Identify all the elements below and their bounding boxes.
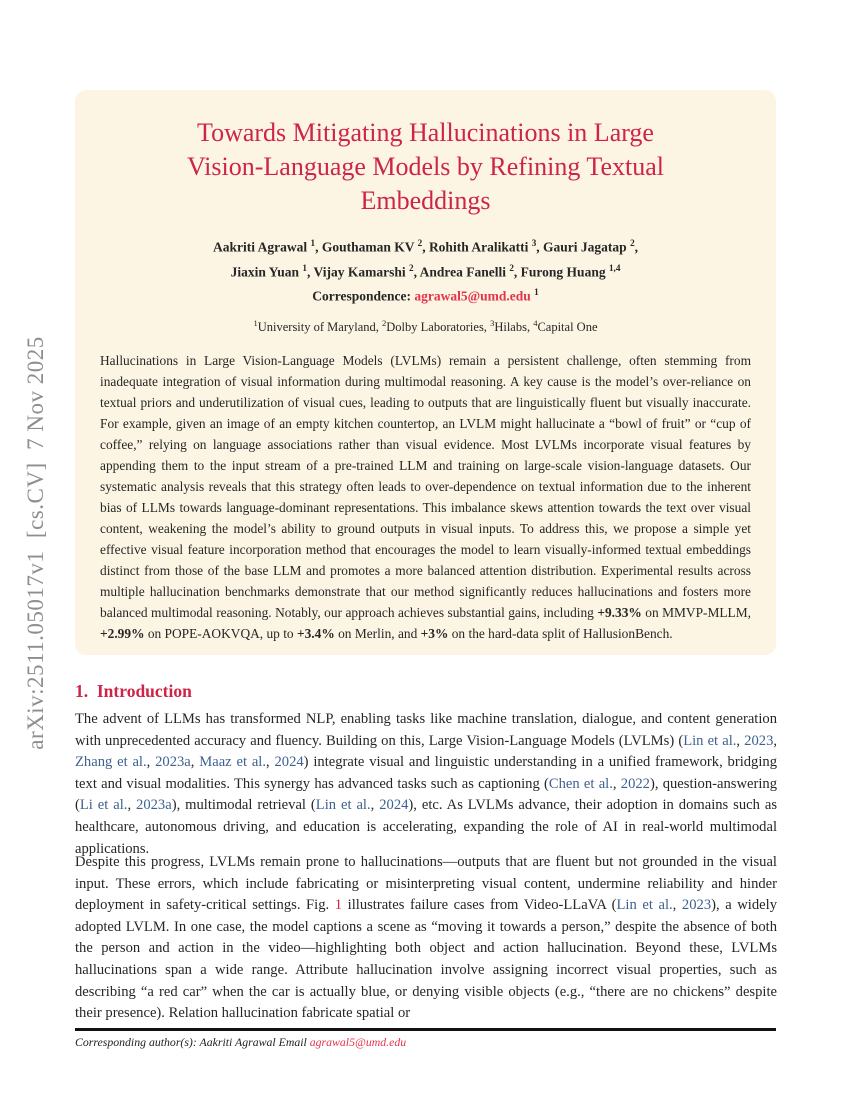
- text-segment: illustrates failure cases from Video-LLaVA (: [342, 897, 617, 914]
- text-segment: ,: [146, 754, 156, 771]
- figure-ref-link[interactable]: 1: [334, 897, 343, 914]
- text-segment: Jiaxin Yuan: [230, 264, 303, 279]
- abstract-text: [100, 350, 751, 644]
- text-segment: 4: [533, 317, 538, 328]
- text-segment: 2: [630, 238, 635, 248]
- paper-title: [100, 116, 751, 218]
- text-segment: , Rohith Aralikatti: [422, 239, 532, 255]
- text-segment: ,: [736, 732, 745, 749]
- text-segment: +2.99%: [100, 625, 145, 641]
- text-segment: +9.33%: [597, 604, 642, 620]
- text-segment: 2: [509, 262, 514, 273]
- text-segment: ), a widely adopted LVLM. In one case, the model captions a scene as “moving it towards a person,” despite the absence of both the person and action in the video—highlighting both object and action hallucination. Beyond these, LVLMs hallucinations span a wide range. Attribute hallucination involve assigning incorrect visual properties, such as describing “a red car” when the car is actually blue, or denying visible objects (e.g., “there are no chickens” despite their presence). Relation hallucination fabricate spatial or: [75, 897, 777, 1022]
- citation-link[interactable]: 2023a: [155, 754, 191, 771]
- text-segment: Hallucinations in Large Vision-Language Models (LVLMs) remain a persistent challenge, often stemming from inadequate integration of visual information during multimodal reasoning. A key cause is the model’s over-reliance on textual priors and underutilization of visual cues, leading to outputs that are linguistically fluent but visually inaccurate. For example, given an image of an empty kitchen countertop, an LVLM might hallucinate a “bowl of fruit” or “cup of coffee,” relying on language associations rather than visual evidence. Most LVLMs incorporate visual features by appending them to the input stream of a pre-trained LLM and training on large-scale vision-language datasets. Our systematic analysis reveals that this strategy often leads to over-dependence on textual information due to the inherent bias of LLMs towards language-dominant representations. This imbalance skews attention towards the text over visual content, weakening the model’s ability to ground outputs in visual inputs. To address this, we propose a simple yet effective visual feature incorporation method that encourages the model to learn visually-informed textual embeddings distinct from those of the base LLM and promotes a more balanced attention distribution. Experimental results across multiple hallucination benchmarks demonstrate that our method significantly reduces hallucinations and fosters more balanced multimodal reasoning. Notably, our approach achieves substantial gains, including: [100, 352, 751, 620]
- citation-link[interactable]: Lin et al.: [616, 897, 673, 914]
- text-segment: Dolby Laboratories,: [386, 319, 491, 334]
- text-segment: , Andrea Fanelli: [413, 264, 510, 279]
- text-segment: ,: [370, 797, 380, 814]
- text-segment: 1: [310, 238, 316, 248]
- text-segment: Despite this progress, LVLMs remain prone to hallucinations—outputs that are fluent but not grounded in the visual input. These errors, which include fabricating or misinterpreting visual content, undermine reliability and hinder deployment in safety-critical settings. Fig.: [75, 854, 777, 914]
- affiliations: [100, 318, 751, 335]
- citation-link[interactable]: Chen et al.: [548, 775, 613, 792]
- text-segment: 1: [253, 317, 258, 328]
- text-segment: Capital One: [537, 319, 598, 334]
- text-segment: 1: [302, 262, 307, 273]
- text-segment: on Merlin, and: [334, 625, 421, 641]
- text-segment: 1,4: [608, 262, 621, 273]
- text-segment: The advent of LLMs has transformed NLP, enabling tasks like machine translation, dialogue, and content generation with unprecedented accuracy and fluency. Building on this, Large Vision-Language Models (LVLMs) (: [75, 711, 777, 749]
- citation-link[interactable]: 2023: [744, 732, 774, 749]
- text-segment: , Vijay Kamarshi: [306, 264, 409, 279]
- text-segment: , Furong Huang: [513, 264, 609, 279]
- text-segment: , Gouthaman KV: [315, 239, 418, 255]
- citation-link[interactable]: 2023a: [136, 797, 172, 814]
- paper-title-line: Towards Mitigating Hallucinations in Large: [197, 118, 654, 147]
- text-segment: 2: [408, 262, 414, 273]
- text-segment: on POPE-AOKVQA, up to: [144, 625, 297, 641]
- text-segment: ), question-answering (: [75, 775, 777, 814]
- text-segment: ), etc. As LVLMs advance, their adoption in domains such as healthcare, autonomous driving, and education is accelerating, expanding the role of AI in real-world multimodal applications.: [75, 797, 778, 857]
- text-segment: Correspondence:: [312, 288, 415, 304]
- text-segment: University of Maryland,: [257, 319, 383, 334]
- citation-link[interactable]: Li et al.: [79, 797, 128, 814]
- text-segment: 2: [417, 238, 423, 248]
- text-segment: ,: [612, 775, 621, 792]
- text-segment: on the hard-data split of HallusionBench.: [448, 625, 673, 641]
- citation-link[interactable]: Zhang et al.: [75, 754, 147, 771]
- citation-link[interactable]: Lin et al.: [683, 732, 737, 749]
- text-segment: ) integrate visual and linguistic understanding in a unified framework, bridging text and visual modalities. This synergy has advanced tasks such as captioning (: [75, 754, 777, 792]
- citation-link[interactable]: 2023: [681, 897, 712, 914]
- intro-paragraph-2: [75, 852, 777, 1025]
- paper-title-line: Vision-Language Models by Refining Textual: [186, 152, 665, 181]
- section-heading-introduction: 1. Introduction: [75, 681, 192, 701]
- intro-paragraph-1: [75, 709, 777, 860]
- citation-link[interactable]: Maaz et al.: [199, 754, 267, 771]
- text-segment: ,: [266, 754, 275, 771]
- text-segment: Corresponding author(s): Aakriti Agrawal Email: [75, 1035, 310, 1049]
- text-segment: ,: [127, 797, 137, 814]
- text-segment: , Gauri Jagatap: [536, 239, 631, 255]
- arxiv-watermark: arXiv:2511.05017v1 [cs.CV] 7 Nov 2025: [23, 336, 48, 750]
- authors-line-2: [100, 258, 751, 283]
- text-segment: 3: [531, 238, 537, 248]
- text-segment: 2: [382, 317, 387, 328]
- footnote-rule: [75, 1028, 776, 1031]
- email-link[interactable]: agrawal5@umd.edu: [414, 288, 531, 304]
- text-segment: ), multimodal retrieval (: [171, 797, 316, 814]
- citation-link[interactable]: 2024: [379, 797, 409, 814]
- email-link[interactable]: agrawal5@umd.edu: [309, 1035, 407, 1049]
- text-segment: Hilabs,: [494, 319, 534, 334]
- authors-line-1: [100, 233, 751, 258]
- citation-link[interactable]: 2024: [274, 754, 304, 771]
- citation-link[interactable]: 2022: [620, 775, 650, 792]
- text-segment: Aakriti Agrawal: [212, 239, 311, 255]
- text-segment: 3: [490, 317, 495, 328]
- author-block: [100, 233, 751, 307]
- correspondence-line: [100, 282, 751, 307]
- corresponding-author-note: [75, 1035, 776, 1050]
- text-segment: +3.4%: [296, 625, 335, 641]
- text-segment: ,: [190, 754, 200, 771]
- text-segment: ,: [634, 239, 639, 255]
- paper-title-line: Embeddings: [360, 186, 491, 215]
- title-abstract-box: [75, 90, 776, 655]
- text-segment: ,: [672, 897, 682, 914]
- citation-link[interactable]: Lin et al.: [315, 797, 371, 814]
- text-segment: on MMVP-MLLM,: [641, 604, 751, 620]
- text-segment: 1: [534, 287, 539, 297]
- text-segment: +3%: [420, 625, 449, 641]
- text-segment: ,: [773, 732, 778, 749]
